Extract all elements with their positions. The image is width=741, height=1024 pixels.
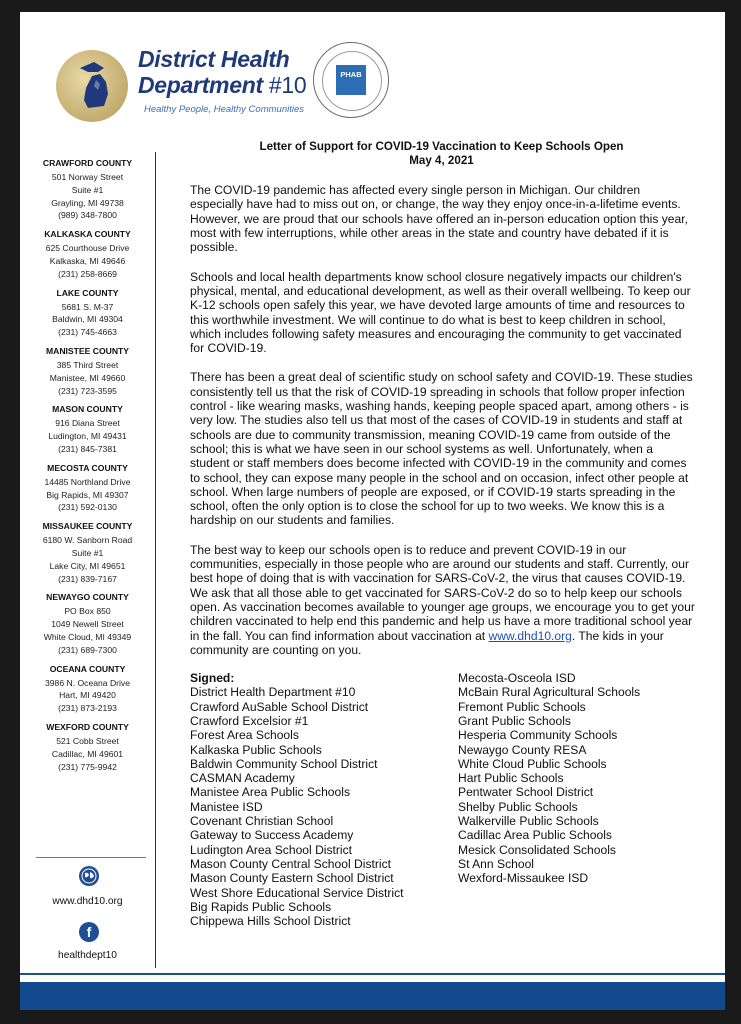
signer-name: Pentwater School District <box>458 785 594 800</box>
vaccination-info-link[interactable]: www.dhd10.org <box>488 628 572 643</box>
signed-label: Signed: <box>190 671 235 686</box>
county-address-line: 916 Diana Street <box>55 418 120 429</box>
county-name: WEXFORD COUNTY <box>46 721 129 732</box>
seal-label: PHAB <box>340 70 362 79</box>
signer-name: Crawford Excelsior #1 <box>190 713 309 728</box>
county-block <box>20 664 155 715</box>
signers-column-2 <box>458 671 688 928</box>
michigan-map-icon <box>74 60 114 112</box>
county-address-line: Suite #1 <box>71 547 104 558</box>
county-address-line: 1049 Newell Street <box>51 619 124 630</box>
org-name-line2 <box>138 72 306 98</box>
paragraph-1: The COVID-19 pandemic has affected every single person in Michigan. Our children especially have had to miss out on, or change, the way they enjoy once-in-a-lifetime events. However, we are proud that our schools have offered an in-person education option this year, most with few interruptions, while other areas in the state and country have debated if it is possible. <box>190 183 688 255</box>
letter-title: Letter of Support for COVID-19 Vaccination to Keep Schools Open <box>259 140 624 153</box>
county-address-line: Ludington, MI 49431 <box>48 431 127 442</box>
county-address-line: 385 Third Street <box>56 359 119 370</box>
county-address-line: 5681 S. M-37 <box>61 301 114 312</box>
county-name: LAKE COUNTY <box>56 287 119 298</box>
signers-column-1 <box>190 685 458 928</box>
signer-name: Forest Area Schools <box>190 728 299 743</box>
accreditation-seal-icon <box>313 42 389 118</box>
signer-name: Newaygo County RESA <box>458 742 587 757</box>
county-address-line: (231) 592-0130 <box>58 502 117 513</box>
signer-name: Mesick Consolidated Schools <box>458 842 616 857</box>
county-name: MANISTEE COUNTY <box>45 345 130 356</box>
county-block <box>20 158 155 222</box>
signer-name: Baldwin Community School District <box>190 756 378 771</box>
signer-name: Crawford AuSable School District <box>190 699 369 714</box>
county-name: NEWAYGO COUNTY <box>46 592 129 603</box>
signer-name: Manistee Area Public Schools <box>190 785 350 800</box>
letter-date: May 4, 2021 <box>409 153 474 167</box>
county-address-line: Kalkaska, MI 49646 <box>49 255 126 266</box>
county-address-line: Cadillac, MI 49601 <box>51 748 124 759</box>
facebook-icon[interactable]: f <box>79 922 99 942</box>
county-block <box>20 521 155 585</box>
county-block <box>20 404 155 455</box>
signer-name: Kalkaska Public Schools <box>190 742 322 757</box>
globe-icon[interactable] <box>79 866 99 886</box>
county-address-line: 625 Courthouse Drive <box>45 243 130 254</box>
org-name-line1: District Health <box>138 46 290 72</box>
county-sidebar <box>20 152 156 968</box>
signer-name: Big Rapids Public Schools <box>190 899 332 914</box>
county-block <box>20 346 155 397</box>
county-address-line: White Cloud, MI 49349 <box>43 631 132 642</box>
signer-name: Ludington Area School District <box>190 842 353 857</box>
letter-page <box>20 12 725 1010</box>
signer-name: Grant Public Schools <box>458 713 571 728</box>
county-address-line: Baldwin, MI 49304 <box>52 314 123 325</box>
county-address-line: (231) 723-3595 <box>58 385 117 396</box>
signer-name: Manistee ISD <box>190 799 263 814</box>
county-address-line: PO Box 850 <box>64 606 111 617</box>
signer-name: White Cloud Public Schools <box>458 756 607 771</box>
county-address-line: 521 Cobb Street <box>56 735 119 746</box>
signer-name: Chippewa Hills School District <box>190 914 351 929</box>
signer-name: Mason County Eastern School District <box>190 871 394 886</box>
signer-name: Mecosta-Osceola ISD <box>458 671 576 686</box>
seal-badge <box>336 65 366 95</box>
county-address-line: (231) 839-7167 <box>58 573 117 584</box>
letter-body <box>190 140 695 928</box>
county-address-line: Big Rapids, MI 49307 <box>46 489 129 500</box>
county-block <box>20 592 155 656</box>
signer-name: St Ann School <box>458 856 534 871</box>
county-name: MECOSTA COUNTY <box>47 462 128 473</box>
county-address-line: Lake City, MI 49651 <box>49 560 126 571</box>
signer-name: Hesperia Community Schools <box>458 728 618 743</box>
signer-name: District Health Department #10 <box>190 685 356 700</box>
org-name <box>138 46 306 98</box>
footer-band <box>20 982 725 1010</box>
county-address-line: (231) 845-7381 <box>58 443 117 454</box>
county-address-line: Suite #1 <box>71 184 104 195</box>
county-address-line: Grayling, MI 49738 <box>51 197 124 208</box>
signer-name: Mason County Central School District <box>190 856 391 871</box>
signer-name: Fremont Public Schools <box>458 699 586 714</box>
county-block <box>20 722 155 773</box>
county-address-line: 501 Norway Street <box>51 172 124 182</box>
county-name: OCEANA COUNTY <box>49 663 126 674</box>
sidebar-divider <box>36 857 146 858</box>
signer-name: Hart Public Schools <box>458 771 564 786</box>
signer-name: McBain Rural Agricultural Schools <box>458 685 641 700</box>
signer-name: Cadillac Area Public Schools <box>458 828 612 843</box>
paragraph-4-text: The best way to keep our schools open is to reduce and prevent COVID-19 in our communities, especially in those people who are around our students and staff. Currently, our best hope of doing that is with vaccination for SARS-CoV-2, the virus that causes COVID-19. We ask that all those able to get vaccinated for SARS-CoV-2 do so to help keep our schools open. As vaccination becomes available to younger age groups, we encourage you to get your children vaccinated to help end this pandemic and help us have a more traditional school year in the fall. You can find information about vaccination at <box>190 542 695 643</box>
facebook-handle[interactable]: healthdept10 <box>58 950 117 961</box>
county-address-line: Hart, MI 49420 <box>59 690 116 701</box>
paragraph-4 <box>190 543 695 657</box>
org-name-department: Department <box>138 72 263 98</box>
signer-name: West Shore Educational Service District <box>190 885 404 900</box>
county-name: CRAWFORD COUNTY <box>42 158 133 168</box>
tagline: Healthy People, Healthy Communities <box>144 104 304 115</box>
paragraph-4-closing: . The kids in your community are counting on you. <box>190 628 664 657</box>
footer-rule <box>20 973 725 975</box>
county-address-line: (231) 689-7300 <box>58 644 117 655</box>
globe-glyph <box>79 866 99 886</box>
county-name: KALKASKA COUNTY <box>44 229 131 240</box>
signer-name: Walkerville Public Schools <box>458 814 599 829</box>
county-address-line: (231) 745-4663 <box>58 327 117 338</box>
county-address-line: Manistee, MI 49660 <box>49 372 126 383</box>
county-block <box>20 229 155 280</box>
county-block <box>20 288 155 339</box>
county-address-line: 6180 W. Sanborn Road <box>42 535 133 546</box>
signer-name: CASMAN Academy <box>190 771 295 786</box>
org-number: #10 <box>268 72 307 98</box>
website-link[interactable]: www.dhd10.org <box>52 896 123 907</box>
county-address-line: 3986 N. Oceana Drive <box>44 677 131 688</box>
county-name: MASON COUNTY <box>52 404 123 415</box>
county-address-line: (231) 775-9942 <box>58 761 117 772</box>
signer-name: Gateway to Success Academy <box>190 828 354 843</box>
signer-name: Wexford-Missaukee ISD <box>458 871 589 886</box>
county-address-line: 14485 Northland Drive <box>44 476 131 487</box>
county-address-line: (989) 348-7800 <box>58 210 117 221</box>
signer-name: Covenant Christian School <box>190 814 334 829</box>
county-name: MISSAUKEE COUNTY <box>42 521 133 532</box>
paragraph-2: Schools and local health departments know school closure negatively impacts our children's physical, mental, and educational development, as well as their overall wellbeing. To keep our K-12 schools open safely this year, we have devoted large amounts of time and resources to this worthwhile investment. We will continue to do what is best to keep children in school, which includes following safety measures and encouraging the community to get vaccinated for COVID-19. <box>190 269 691 356</box>
paragraph-3: There has been a great deal of scientific study on school safety and COVID-19. These studies consistently tell us that the risk of COVID-19 spreading in schools that follow proper infection control - like wearing masks, washing hands, keeping people spaced apart, among others - is very low. The studies also tell us that most of the cases of COVID-19 in students and staff at schools are due to community transmission, meaning COVID-19 came from outside of the school; this is what we have seen in our school systems as well. Unfortunately, when a student or staff members does become infected with COVID-19 in the community and comes to school, they can expose many people in the school and on occasion, infect other people at school. When large numbers of people are exposed, or if COVID-19 starts spreading in the school, often the only option is to close the school for up to two weeks. We know this is a hardship on our students and families. <box>190 370 693 528</box>
signer-name: Shelby Public Schools <box>458 799 578 814</box>
county-address-line: (231) 873-2193 <box>58 703 117 714</box>
county-block <box>20 463 155 514</box>
county-address-line: (231) 258-8669 <box>58 268 117 279</box>
